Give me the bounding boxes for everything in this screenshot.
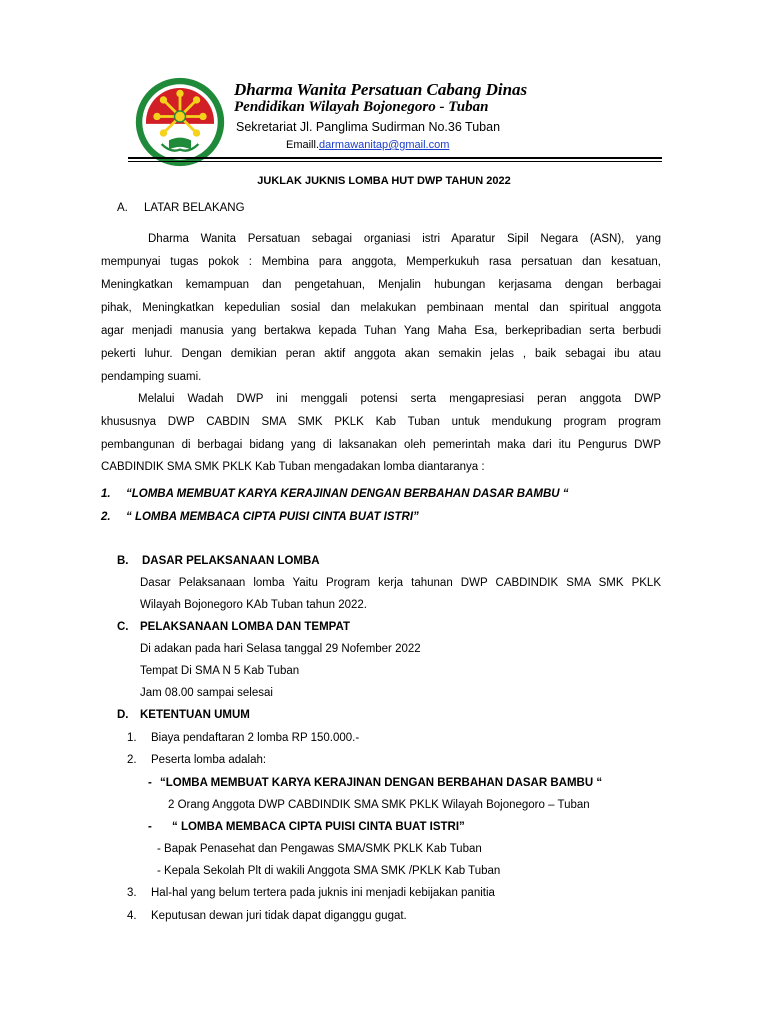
peserta-detail: - Kepala Sekolah Plt di wakili Anggota SMA SMK /PKLK Kab Tuban xyxy=(157,865,501,877)
section-d-heading: KETENTUAN UMUM xyxy=(140,709,250,721)
ketentuan-item-text: Keputusan dewan juri tidak dapat diganggu gugat. xyxy=(151,910,407,922)
letterhead-address: Sekretariat Jl. Panglima Sudirman No.36 Tuban xyxy=(236,120,501,134)
section-a-para1-line: pihak, Meningkatkan kepedulian sosial dan melakukan pembinaan mental dan spiritual anggota xyxy=(101,302,661,314)
section-c-line: Jam 08.00 sampai selesai xyxy=(140,687,273,699)
section-a-para1-line: Meningkatkan kemampuan dan pengetahuan, Menjalin hubungan kerjasama dengan berbagai xyxy=(101,279,661,291)
ketentuan-item-number: 4. xyxy=(127,910,137,922)
section-b-heading: DASAR PELAKSANAAN LOMBA xyxy=(142,555,320,567)
letterhead-title: Dharma Wanita Persatuan Cabang Dinas xyxy=(234,80,528,99)
section-d-marker: D. xyxy=(117,709,129,721)
dharma-wanita-logo-icon xyxy=(134,76,226,168)
ketentuan-item-text: Hal-hal yang belum tertera pada juknis ini menjadi kebijakan panitia xyxy=(151,887,495,899)
section-b-line: Dasar Pelaksanaan lomba Yaitu Program kerja tahunan DWP CABDINDIK SMA SMK PKLK xyxy=(140,577,661,589)
peserta-detail: - Bapak Penasehat dan Pengawas SMA/SMK PKLK Kab Tuban xyxy=(157,843,482,855)
section-a-marker: A. xyxy=(117,202,128,214)
peserta-lomba-title: “ LOMBA MEMBACA CIPTA PUISI CINTA BUAT ISTRI” xyxy=(172,821,465,833)
section-a-para1-line: Dharma Wanita Persatuan sebagai organiasi istri Aparatur Sipil Negara (ASN), yang xyxy=(148,233,661,245)
section-a-para2-line: khususnya DWP CABDIN SMA SMK PKLK Kab Tuban untuk mendukung program program xyxy=(101,416,661,428)
lomba-item-number: 1. xyxy=(101,488,111,500)
lomba-item-title: “ LOMBA MEMBACA CIPTA PUISI CINTA BUAT ISTRI” xyxy=(126,511,419,523)
ketentuan-item-text: Peserta lomba adalah: xyxy=(151,754,267,766)
letterhead-subtitle: Pendidikan Wilayah Bojonegoro - Tuban xyxy=(234,99,489,115)
section-a-para1-line: mempunyai tugas pokok : Membina para anggota, Memperkukuh rasa persatuan dan kesatuan, xyxy=(101,256,661,268)
lomba-item-number: 2. xyxy=(101,511,111,523)
email-link[interactable]: darmawanitap@gmail.com xyxy=(319,139,450,151)
section-a-para1-line: agar menjadi manusia yang bertakwa kepada Tuhan Yang Maha Esa, berkepribadian serta berbudi xyxy=(101,325,661,337)
section-c-line: Di adakan pada hari Selasa tanggal 29 Nofember 2022 xyxy=(140,643,421,655)
peserta-lomba-title: “LOMBA MEMBUAT KARYA KERAJINAN DENGAN BERBAHAN DASAR BAMBU “ xyxy=(160,777,603,789)
peserta-detail: 2 Orang Anggota DWP CABDINDIK SMA SMK PKLK Wilayah Bojonegoro – Tuban xyxy=(168,799,590,811)
section-b-marker: B. xyxy=(117,555,129,567)
section-b-line: Wilayah Bojonegoro KAb Tuban tahun 2022. xyxy=(140,599,367,611)
letterhead-rule-thin xyxy=(128,161,662,162)
letterhead-rule-thick xyxy=(128,157,662,159)
document-title: JUKLAK JUKNIS LOMBA HUT DWP TAHUN 2022 xyxy=(257,175,511,187)
peserta-dash: - xyxy=(148,777,152,789)
peserta-dash: - xyxy=(148,821,152,833)
email-label: Emaill. xyxy=(286,139,320,151)
section-a-para1-line: pekerti luhur. Dengan demikian peran aktif anggota akan semakin jelas , baik sebagai ibu atau xyxy=(101,348,661,360)
section-a-para1-line: pendamping suami. xyxy=(101,371,202,383)
lomba-item-title: “LOMBA MEMBUAT KARYA KERAJINAN DENGAN BERBAHAN DASAR BAMBU “ xyxy=(126,488,569,500)
ketentuan-item-number: 1. xyxy=(127,732,137,744)
section-a-para2-line: Melalui Wadah DWP ini menggali potensi serta mengapresiasi peran anggota DWP xyxy=(138,393,661,405)
ketentuan-item-number: 2. xyxy=(127,754,137,766)
section-a-para2-line: pembangunan di berbagai bidang yang di laksanakan oleh pemerintah maka dari itu Pengurus DWP xyxy=(101,439,661,451)
ketentuan-item-text: Biaya pendaftaran 2 lomba RP 150.000.- xyxy=(151,732,360,744)
section-a-para2-line: CABDINDIK SMA SMK PKLK Kab Tuban mengadakan lomba diantaranya : xyxy=(101,461,485,473)
section-c-line: Tempat Di SMA N 5 Kab Tuban xyxy=(140,665,300,677)
section-c-heading: PELAKSANAAN LOMBA DAN TEMPAT xyxy=(140,621,350,633)
letterhead-email xyxy=(286,139,449,151)
section-a-heading: LATAR BELAKANG xyxy=(144,202,245,214)
section-c-marker: C. xyxy=(117,621,129,633)
ketentuan-item-number: 3. xyxy=(127,887,137,899)
